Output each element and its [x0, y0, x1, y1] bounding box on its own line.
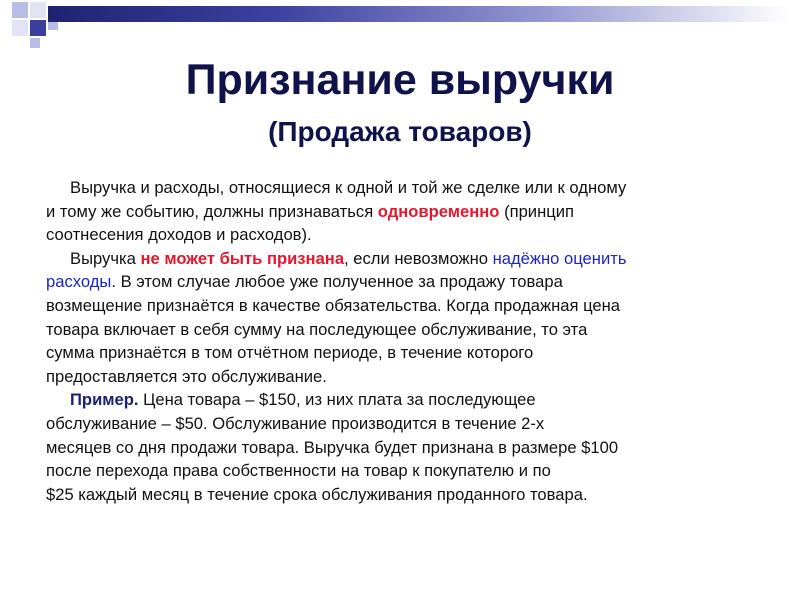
slide-title: Признание выручки: [185, 56, 615, 104]
text-line: предоставляется это обслуживание.: [46, 366, 327, 386]
decorative-square: [12, 2, 28, 18]
decorative-square: [30, 20, 46, 36]
text-line: $25 каждый месяц в течение срока обслуживания проданного товара.: [46, 484, 588, 504]
text-line: соотнесения доходов и расходов).: [46, 225, 312, 245]
decorative-square: [12, 20, 28, 36]
slide-body: [46, 176, 766, 506]
highlight-simultaneously: одновременно: [377, 201, 500, 221]
text-line: после перехода права собственности на товар к покупателю и по: [46, 461, 551, 481]
text-line: товара включает в себя сумму на последующее обслуживание, то эта: [46, 319, 588, 339]
text-line: месяцев со дня продажи товара. Выручка будет признана в размере $100: [46, 437, 619, 457]
highlight-cannot-recognize: не может быть признана: [140, 248, 345, 268]
paragraph-principle: [46, 176, 766, 247]
text-line: . В этом случае любое уже полученное за продажу товара: [111, 272, 563, 292]
header-gradient-bar: [48, 6, 790, 22]
decorative-square: [30, 38, 40, 48]
highlight-expenses: расходы: [46, 272, 112, 292]
slide-subtitle: (Продажа товаров): [268, 116, 532, 147]
text-line: Выручка и расходы, относящиеся к одной и той же сделке или к одному: [70, 178, 627, 197]
text-line: обслуживание – $50. Обслуживание производится в течение 2-х: [46, 413, 545, 433]
decorative-square: [30, 2, 46, 18]
text-line: и тому же событию, должны признаваться: [46, 201, 378, 221]
highlight-reliably-estimate: надёжно оценить: [492, 248, 627, 268]
text-line: (принцип: [499, 201, 574, 221]
text-line: возмещение признаётся в качестве обязательства. Когда продажная цена: [46, 295, 621, 315]
text-line: Выручка: [70, 248, 141, 268]
paragraph-example: [46, 388, 766, 506]
text-line: сумма признаётся в том отчётном периоде, в течение которого: [46, 343, 534, 363]
example-label: Пример.: [70, 390, 139, 410]
text-line: Цена товара – $150, из них плата за последующее: [138, 390, 536, 410]
paragraph-cannot-recognize: [46, 247, 766, 389]
text-line: , если невозможно: [344, 248, 493, 268]
